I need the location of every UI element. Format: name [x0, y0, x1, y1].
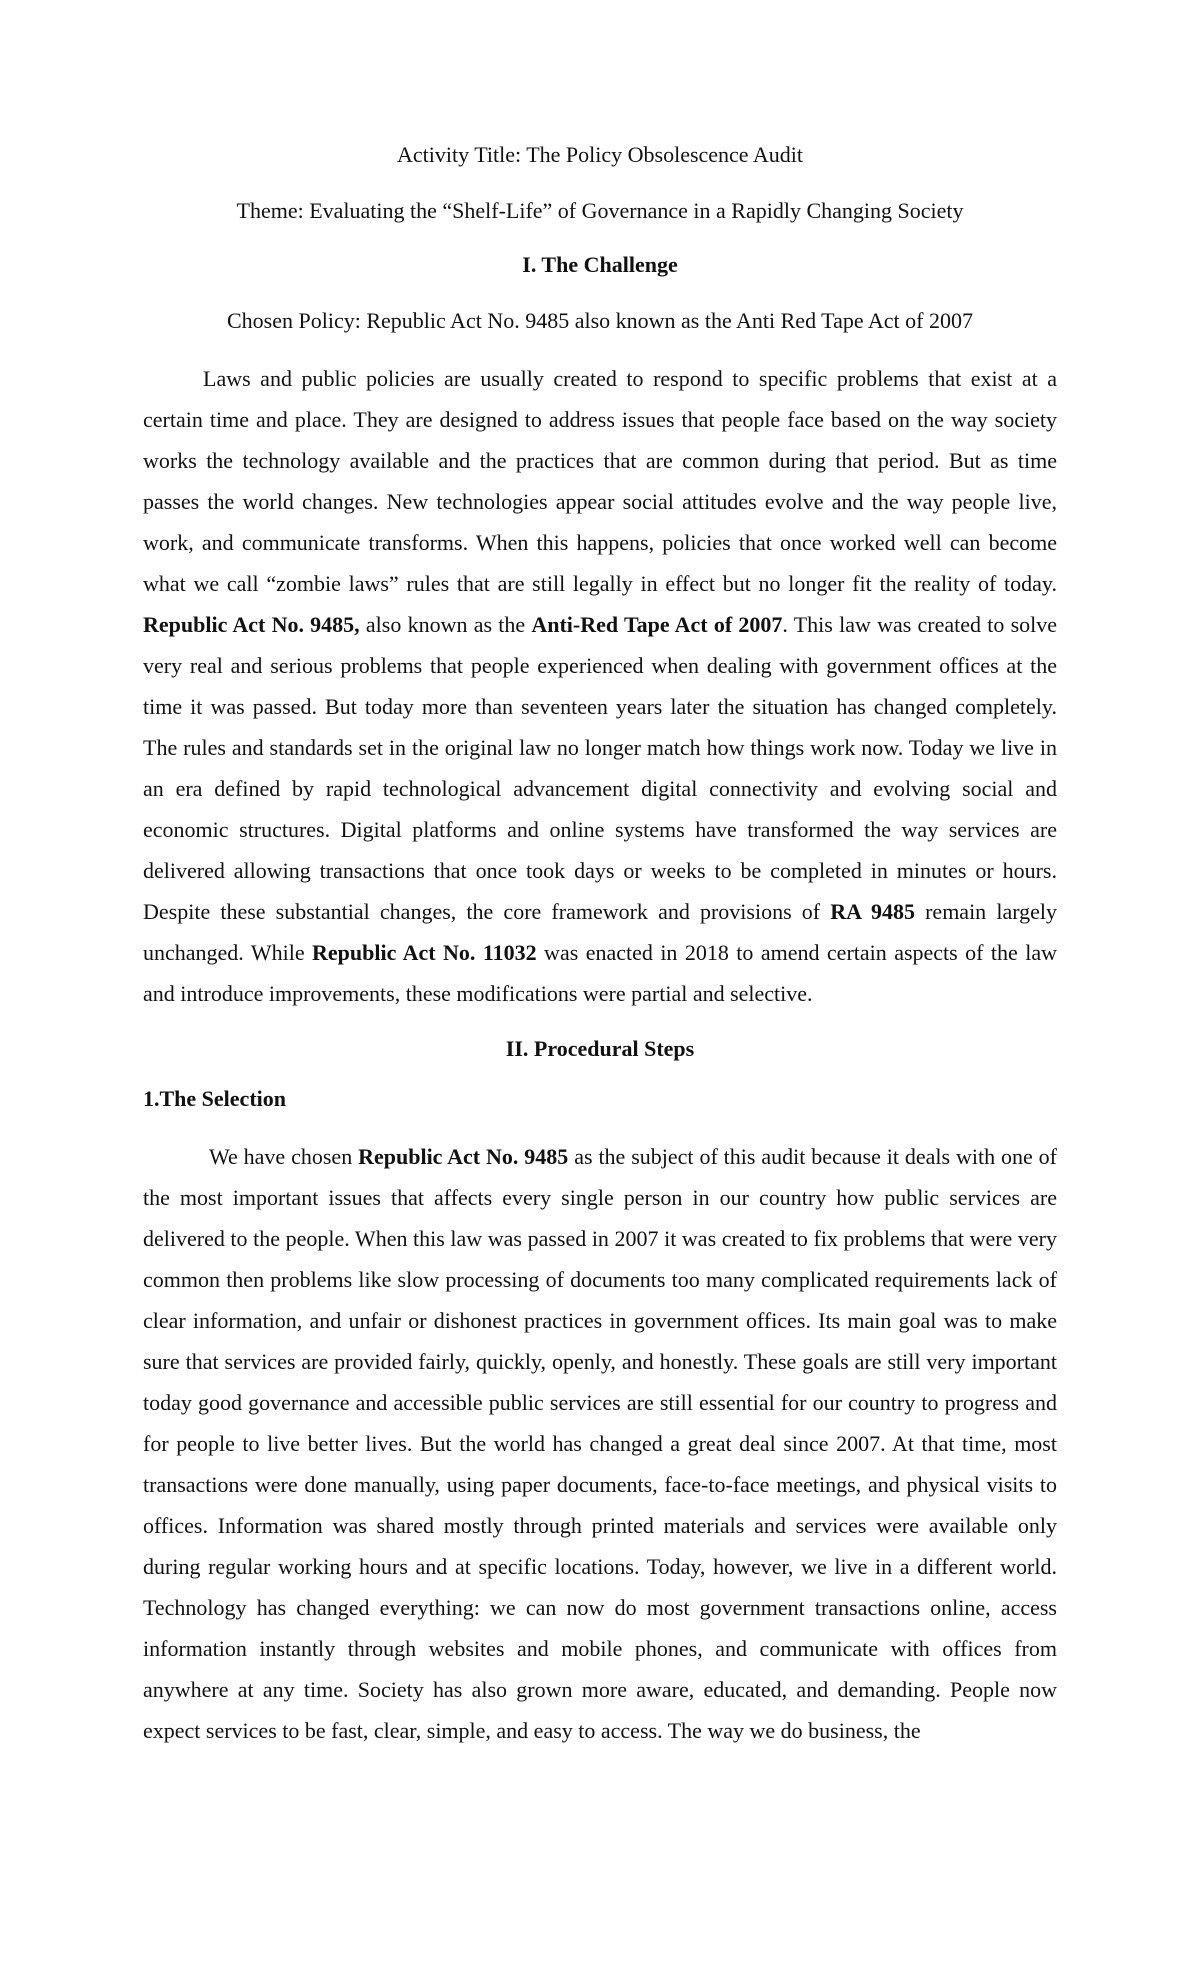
text-run: was enacted in 2018 to amend certain aspects of the law and introduce improvements, these modifications were partial and selective.: [143, 940, 1057, 1006]
selection-paragraph: [143, 1136, 1057, 1751]
bold-run: Republic Act No. 9485: [358, 1144, 569, 1169]
bold-run: Republic Act No. 9485,: [143, 612, 360, 637]
text-run: also known as the: [359, 612, 532, 637]
text-run: as the subject of this audit because it deals with one of the most important issues that affects every single person in our country how public services are delivered to the people. When this law was passed in 2007 it was created to fix problems that were very common then problems like slow processing of documents too many complicated requirements lack of clear information, and unfair or dishonest practices in government offices. Its main goal was to make sure that services are provided fairly, quickly, openly, and honestly. These goals are still very important today good governance and accessible public services are still essential for our country to progress and for people to live better lives. But the world has changed a great deal since 2007. At that time, most transactions were done manually, using paper documents, face-to-face meetings, and physical visits to offices. Information was shared mostly through printed materials and services were available only during regular working hours and at specific locations. Today, however, we live in a different world. Technology has changed everything: we can now do most government transactions online, access information instantly through websites and mobile phones, and communicate with offices from anywhere at any time. Society has also grown more aware, educated, and demanding. People now expect services to be fast, clear, simple, and easy to access. The way we do business, the: [143, 1144, 1058, 1743]
challenge-paragraph: [143, 358, 1057, 1014]
bold-run: Republic Act No. 11032: [312, 940, 537, 965]
text-run: Laws and public policies are usually created to respond to specific problems that exist at a certain time and place. They are designed to address issues that people face based on the way society works the technology available and the practices that are common during that period. But as time passes the world changes. New technologies appear social attitudes evolve and the way people live, work, and communicate transforms. When this happens, policies that once worked well can become what we call “zombie laws” rules that are still legally in effect but no longer fit the reality of today.: [143, 366, 1057, 596]
activity-title: Activity Title: The Policy Obsolescence Audit: [397, 142, 803, 167]
bold-run: Anti-Red Tape Act of 2007: [531, 612, 783, 637]
section-heading-procedural-steps: II. Procedural Steps: [505, 1036, 695, 1061]
subheading-selection: 1.The Selection: [143, 1086, 286, 1111]
theme-line: Theme: Evaluating the “Shelf-Life” of Governance in a Rapidly Changing Society: [236, 198, 964, 223]
text-run: remain largely unchanged. While: [143, 899, 1058, 965]
bold-run: RA 9485: [830, 899, 915, 924]
text-run: We have chosen: [209, 1144, 359, 1169]
section-heading-challenge: I. The Challenge: [522, 252, 678, 277]
chosen-policy: Chosen Policy: Republic Act No. 9485 also known as the Anti Red Tape Act of 2007: [227, 308, 973, 333]
text-run: . This law was created to solve very real and serious problems that people experienced when dealing with government offices at the time it was passed. But today more than seventeen years later the situation has changed completely. The rules and standards set in the original law no longer match how things work now. Today we live in an era defined by rapid technological advancement digital connectivity and evolving social and economic structures. Digital platforms and online systems have transformed the way services are delivered allowing transactions that once took days or weeks to be completed in minutes or hours. Despite these substantial changes, the core framework and provisions of: [143, 612, 1058, 924]
